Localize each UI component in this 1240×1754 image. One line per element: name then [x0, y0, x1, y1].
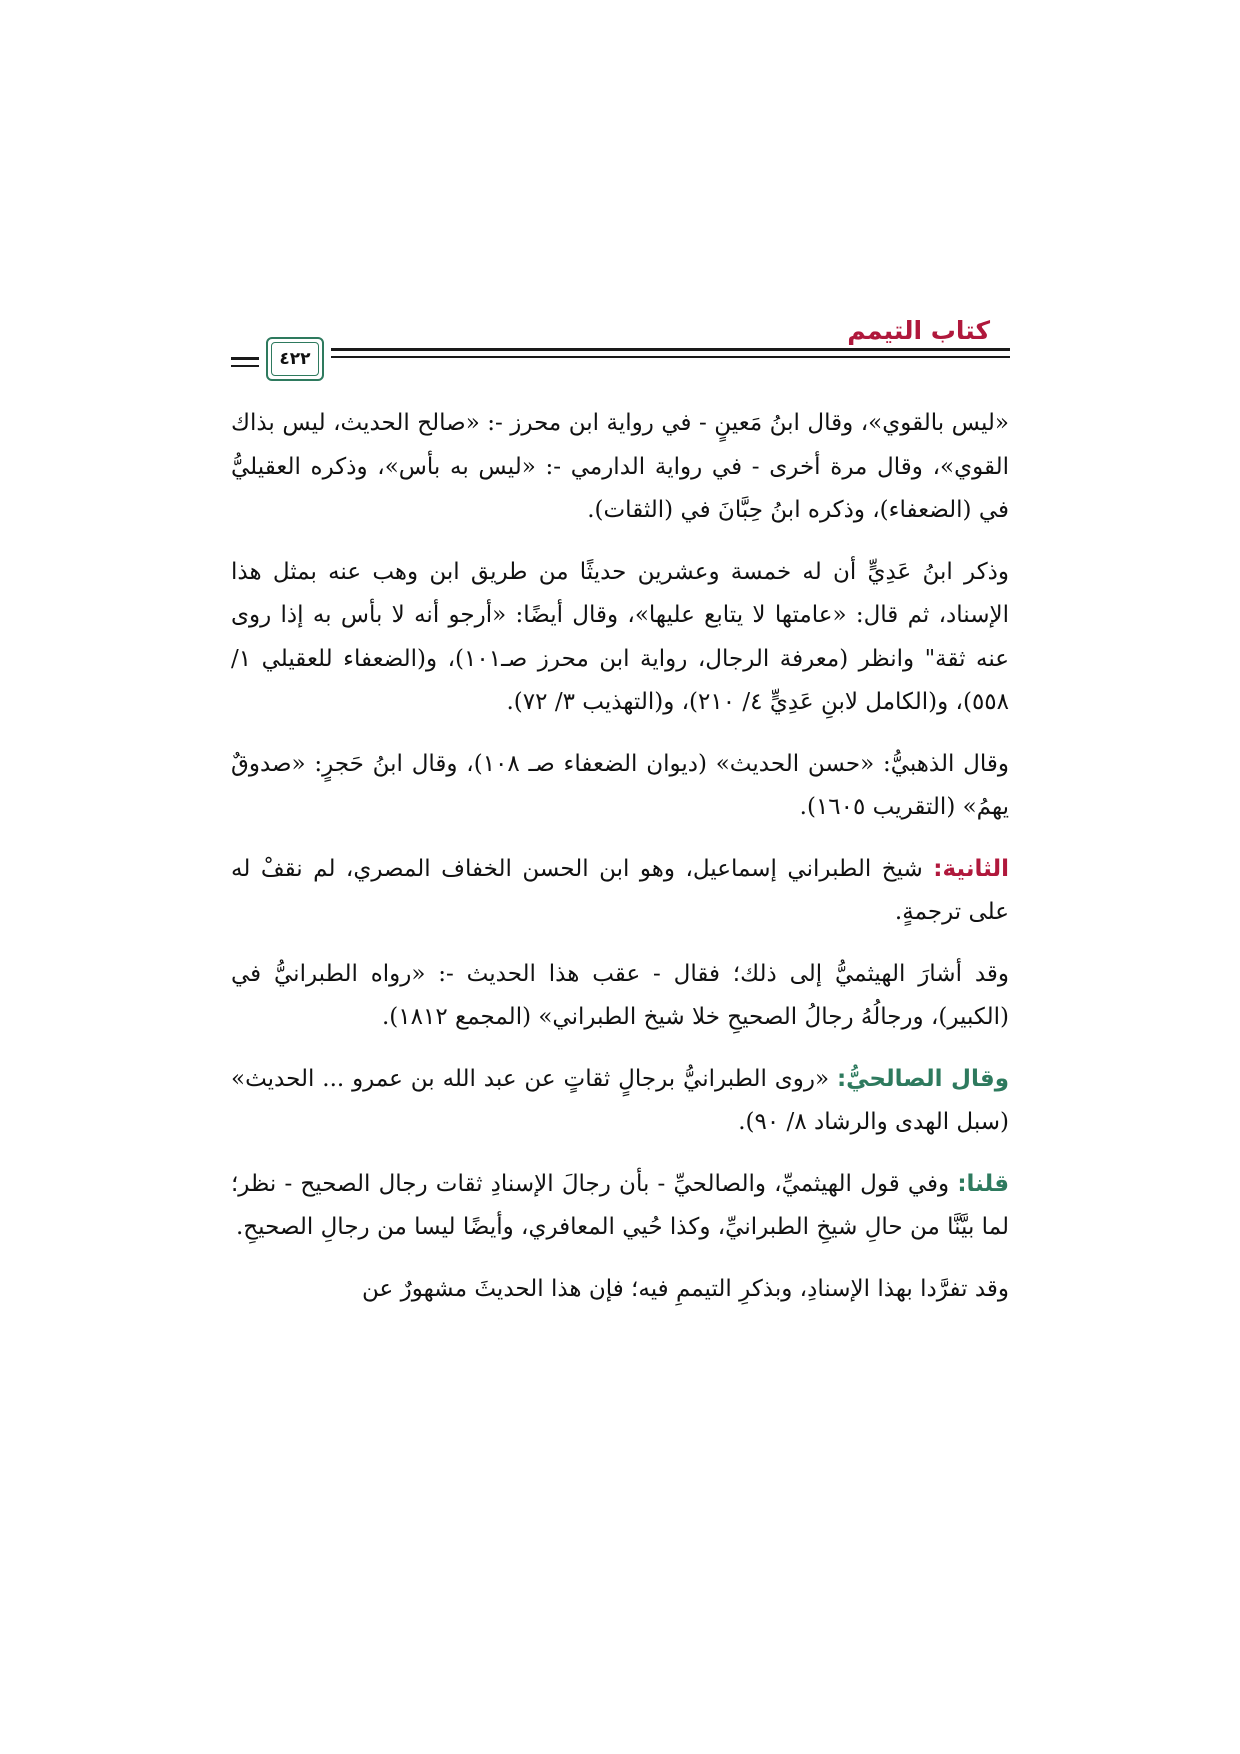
paragraph-8	[231, 1268, 1009, 1312]
header-rule-left-top	[231, 357, 259, 360]
page-number: ٤٢٢	[271, 342, 319, 376]
page-body	[231, 402, 1009, 1329]
paragraph-5	[231, 953, 1009, 1040]
paragraph-4-text: شيخ الطبراني إسماعيل، وهو ابن الحسن الخفاف المصري، لم نقفْ له على ترجمةٍ.	[231, 855, 1009, 925]
paragraph-6	[231, 1058, 1009, 1145]
paragraph-2-text: وذكر ابنُ عَدِيٍّ أن له خمسة وعشرين حديثًا من طريق ابن وهب عنه بمثل هذا الإسناد، ثم قال: «عامتها لا يتابع عليها»، وقال أيضًا: «أرجو أنه لا بأس به إذا روى عنه ثقة" وانظر (معرفة الرجال، رواية ابن محرز صـ١٠١)، و(الضعفاء للعقيلي ١/ ٥٥٨)، و(الكامل لابنِ عَدِيٍّ ٤/ ٢١٠)، و(التهذيب ٣/ ٧٢).	[231, 558, 1009, 715]
paragraph-7-text: وفي قول الهيثميِّ، والصالحيِّ - بأن رجالَ الإسنادِ ثقات رجال الصحيح - نظر؛ لما بيَّنَّا من حالِ شيخِ الطبرانيِّ، وكذا حُيي المعافري، وأيضًا ليسا من رجالِ الصحيحِ.	[231, 1170, 1009, 1240]
header-rule-right-bottom	[331, 356, 1010, 358]
paragraph-6-label: وقال الصالحيُّ:	[836, 1065, 1009, 1092]
paragraph-4	[231, 848, 1009, 935]
paragraph-7	[231, 1163, 1009, 1250]
paragraph-1	[231, 402, 1009, 533]
page-number-frame	[266, 337, 324, 381]
paragraph-1-text: «ليس بالقوي»، وقال ابنُ مَعينٍ - في رواية ابن محرز -: «صالح الحديث، ليس بذاك القوي»، وقال مرة أخرى - في رواية الدارمي -: «ليس به بأس»، وذكره العقيليُّ في (الضعفاء)، وذكره ابنُ حِبَّانَ في (الثقات).	[231, 410, 1009, 523]
paragraph-6-text: «روى الطبرانيُّ برجالٍ ثقاتٍ عن عبد الله بن عمرو ... الحديث» (سبل الهدى والرشاد ٨/ ٩٠).	[231, 1065, 1009, 1135]
paragraph-2	[231, 551, 1009, 725]
header-rule-left-bottom	[231, 365, 259, 367]
paragraph-4-label: الثانية:	[933, 855, 1009, 882]
paragraph-5-text: وقد أشارَ الهيثميُّ إلى ذلك؛ فقال - عقب هذا الحديث -: «رواه الطبرانيُّ في (الكبير)، ورجالُهُ رجالُ الصحيحِ خلا شيخ الطبراني» (المجمع ١٨١٢).	[231, 960, 1009, 1030]
paragraph-3	[231, 743, 1009, 830]
running-header-title: كتاب التيمم	[847, 316, 990, 345]
paragraph-3-text: وقال الذهبيُّ: «حسن الحديث» (ديوان الضعفاء صـ ١٠٨)، وقال ابنُ حَجرٍ: «صدوقٌ يهمُ» (التقريب ١٦٠٥).	[231, 750, 1009, 820]
header-rule-right-top	[331, 348, 1010, 351]
paragraph-7-label: قلنا:	[957, 1170, 1009, 1197]
paragraph-8-text: وقد تفرَّدا بهذا الإسنادِ، وبذكرِ التيممِ فيه؛ فإن هذا الحديثَ مشهورٌ عن	[362, 1275, 1009, 1302]
